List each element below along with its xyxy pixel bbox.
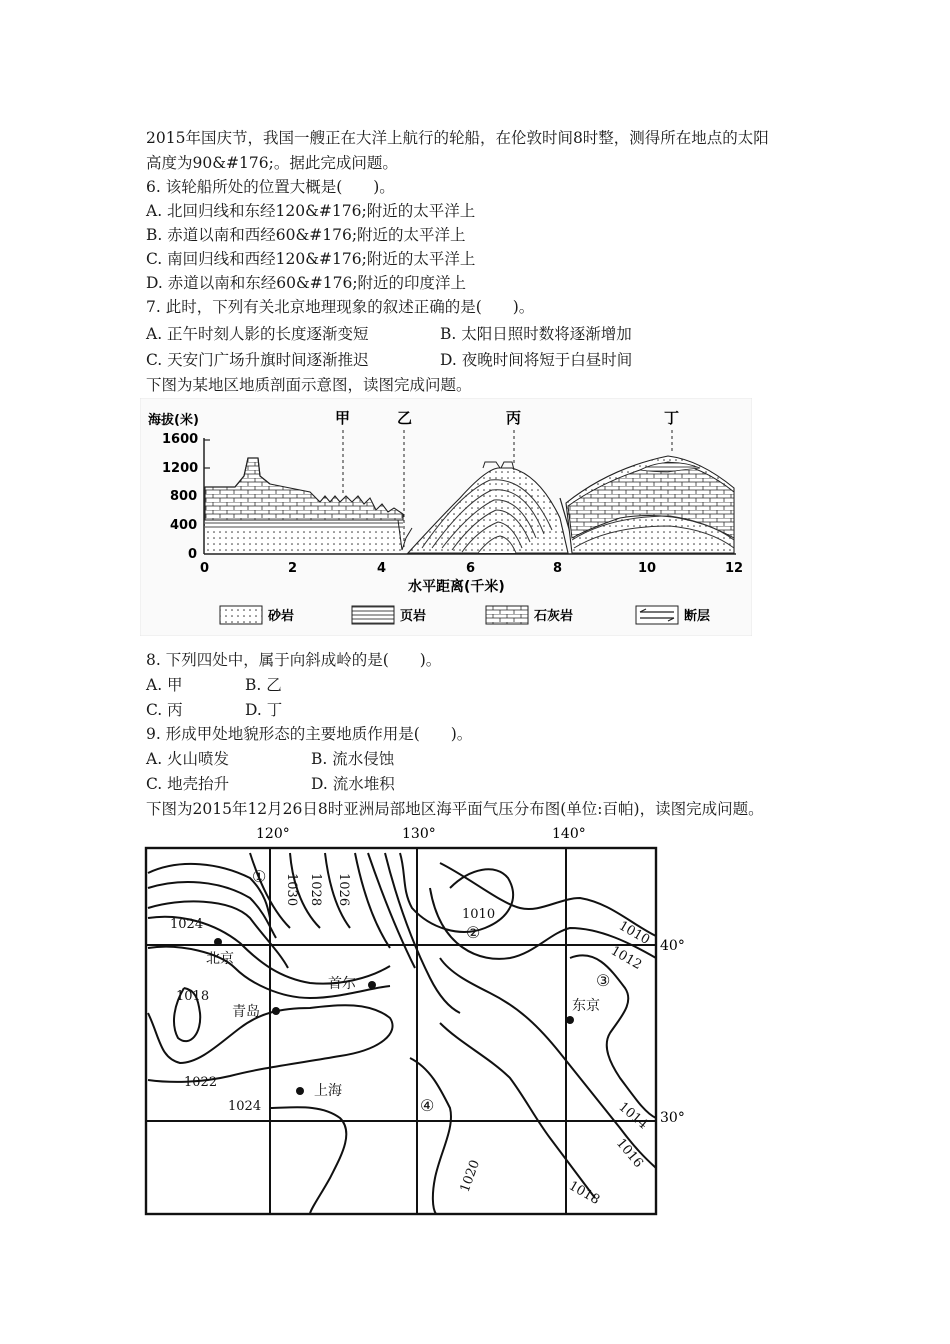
point-label-2: ② xyxy=(466,923,481,942)
legend-fault-swatch xyxy=(636,606,678,624)
left-shale-layer xyxy=(205,520,403,529)
isobar-label-1022: 1022 xyxy=(184,1075,218,1090)
site-label-yi: 乙 xyxy=(397,409,413,427)
question-8-option-b: B. 乙 xyxy=(245,676,282,694)
left-sandstone-layer xyxy=(205,529,403,553)
city-dot-qingdao xyxy=(272,1007,280,1015)
city-dot-beijing xyxy=(214,938,222,946)
sea-level-pressure-map xyxy=(140,818,700,1218)
question-9-option-c: C. 地壳抬升 xyxy=(146,775,230,793)
question-6-option-a: A. 北回归线和东经120&#176;附近的太平洋上 xyxy=(146,202,476,220)
isobar-label-1026: 1026 xyxy=(336,873,351,907)
point-label-4: ④ xyxy=(420,1096,435,1115)
question-7-option-b: B. 太阳日照时数将逐渐增加 xyxy=(440,325,632,343)
city-dot-shanghai xyxy=(296,1087,304,1095)
isobar-label-1018: 1018 xyxy=(176,989,210,1004)
pressure-map-intro: 下图为2015年12月26日8时亚洲局部地区海平面气压分布图(单位:百帕)，读图完成问题。 xyxy=(146,800,764,818)
city-label-shanghai: 上海 xyxy=(314,1083,342,1099)
question-7-stem: 7. 此时，下列有关北京地理现象的叙述正确的是( )。 xyxy=(146,298,535,316)
x-tick-label: 8 xyxy=(553,561,563,576)
question-9-option-b: B. 流水侵蚀 xyxy=(311,750,395,768)
question-6-option-b: B. 赤道以南和西经60&#176;附近的太平洋上 xyxy=(146,226,466,244)
question-6-option-d: D. 赤道以南和东经60&#176;附近的印度洋上 xyxy=(146,274,467,292)
point-label-3: ③ xyxy=(596,971,611,990)
y-tick-label: 800 xyxy=(170,489,198,504)
y-tick-label: 1600 xyxy=(162,432,199,447)
isobar-label-1030: 1030 xyxy=(284,873,299,907)
y-tick-label: 1200 xyxy=(162,461,199,476)
city-label-tokyo: 东京 xyxy=(572,998,600,1014)
question-8-option-d: D. 丁 xyxy=(245,701,283,719)
intro-line-2: 高度为90&#176;。据此完成问题。 xyxy=(146,154,398,172)
map-frame xyxy=(146,848,656,1214)
city-label-seoul: 首尔 xyxy=(328,976,356,992)
question-9-stem: 9. 形成甲处地貌形态的主要地质作用是( )。 xyxy=(146,725,473,743)
legend-sandstone-label: 砂岩 xyxy=(268,609,295,624)
intro-line-1: 2015年国庆节，我国一艘正在大洋上航行的轮船，在伦敦时间8时整，测得所在地点的太阳 xyxy=(146,129,769,147)
y-tick-label: 0 xyxy=(188,547,198,562)
question-7-option-d: D. 夜晚时间将短于白昼时间 xyxy=(440,351,633,369)
question-6-stem: 6. 该轮船所处的位置大概是( )。 xyxy=(146,178,395,196)
isobar-label-1018-south: 1018 xyxy=(566,1178,603,1209)
legend-fault-label: 断层 xyxy=(684,609,711,624)
lon-label-130: 130° xyxy=(402,826,436,842)
isobar-label-1020: 1020 xyxy=(457,1158,484,1195)
x-tick-label: 6 xyxy=(466,561,476,576)
legend-limestone-label: 石灰岩 xyxy=(534,609,574,624)
lat-label-30: 30° xyxy=(660,1110,685,1126)
question-8-stem: 8. 下列四处中，属于向斜成岭的是( )。 xyxy=(146,651,442,669)
city-label-beijing: 北京 xyxy=(206,951,234,967)
y-tick-label: 400 xyxy=(170,518,198,533)
city-label-qingdao: 青岛 xyxy=(232,1004,260,1020)
site-label-bing: 丙 xyxy=(506,409,522,427)
isobar-label-1016: 1016 xyxy=(612,1135,646,1171)
isobar-label-1028: 1028 xyxy=(308,873,323,907)
x-axis-title: 水平距离(千米) xyxy=(408,579,505,595)
lon-label-140: 140° xyxy=(552,826,586,842)
geologic-section-figure xyxy=(140,398,752,636)
x-tick-label: 12 xyxy=(725,561,744,576)
lon-label-120: 120° xyxy=(256,826,290,842)
question-6-option-c: C. 南回归线和西经120&#176;附近的太平洋上 xyxy=(146,250,476,268)
x-tick-label: 0 xyxy=(200,561,210,576)
legend-shale-swatch xyxy=(352,606,394,624)
isobar-label-1024-south: 1024 xyxy=(228,1099,262,1114)
question-8-option-c: C. 丙 xyxy=(146,701,183,719)
city-dot-seoul xyxy=(368,981,376,989)
lat-label-40: 40° xyxy=(660,938,685,954)
question-7-option-a: A. 正午时刻人影的长度逐渐变短 xyxy=(146,325,369,343)
x-tick-label: 10 xyxy=(638,561,657,576)
isobar-label-1010-center: 1010 xyxy=(462,907,496,922)
city-dot-tokyo xyxy=(566,1016,574,1024)
site-label-jia: 甲 xyxy=(335,409,351,427)
legend-sandstone-swatch xyxy=(220,606,262,624)
isobar-label-1024-north: 1024 xyxy=(170,917,204,932)
x-tick-label: 2 xyxy=(288,561,298,576)
question-9-option-d: D. 流水堆积 xyxy=(311,775,395,793)
legend-limestone-swatch xyxy=(486,606,528,624)
x-tick-label: 4 xyxy=(377,561,387,576)
y-axis-title: 海拔(米) xyxy=(148,413,199,428)
legend-shale-label: 页岩 xyxy=(400,609,427,624)
isobar-label-1010-east: 1010 xyxy=(616,918,653,949)
geology-intro: 下图为某地区地质剖面示意图，读图完成问题。 xyxy=(146,376,472,394)
isobar-label-1014: 1014 xyxy=(615,1099,651,1133)
point-label-1: ① xyxy=(252,867,267,886)
isobar-label-1012: 1012 xyxy=(608,943,645,974)
question-8-option-a: A. 甲 xyxy=(146,676,183,694)
site-label-ding: 丁 xyxy=(664,409,680,427)
question-7-option-c: C. 天安门广场升旗时间逐渐推迟 xyxy=(146,351,369,369)
question-9-option-a: A. 火山喷发 xyxy=(146,750,230,768)
